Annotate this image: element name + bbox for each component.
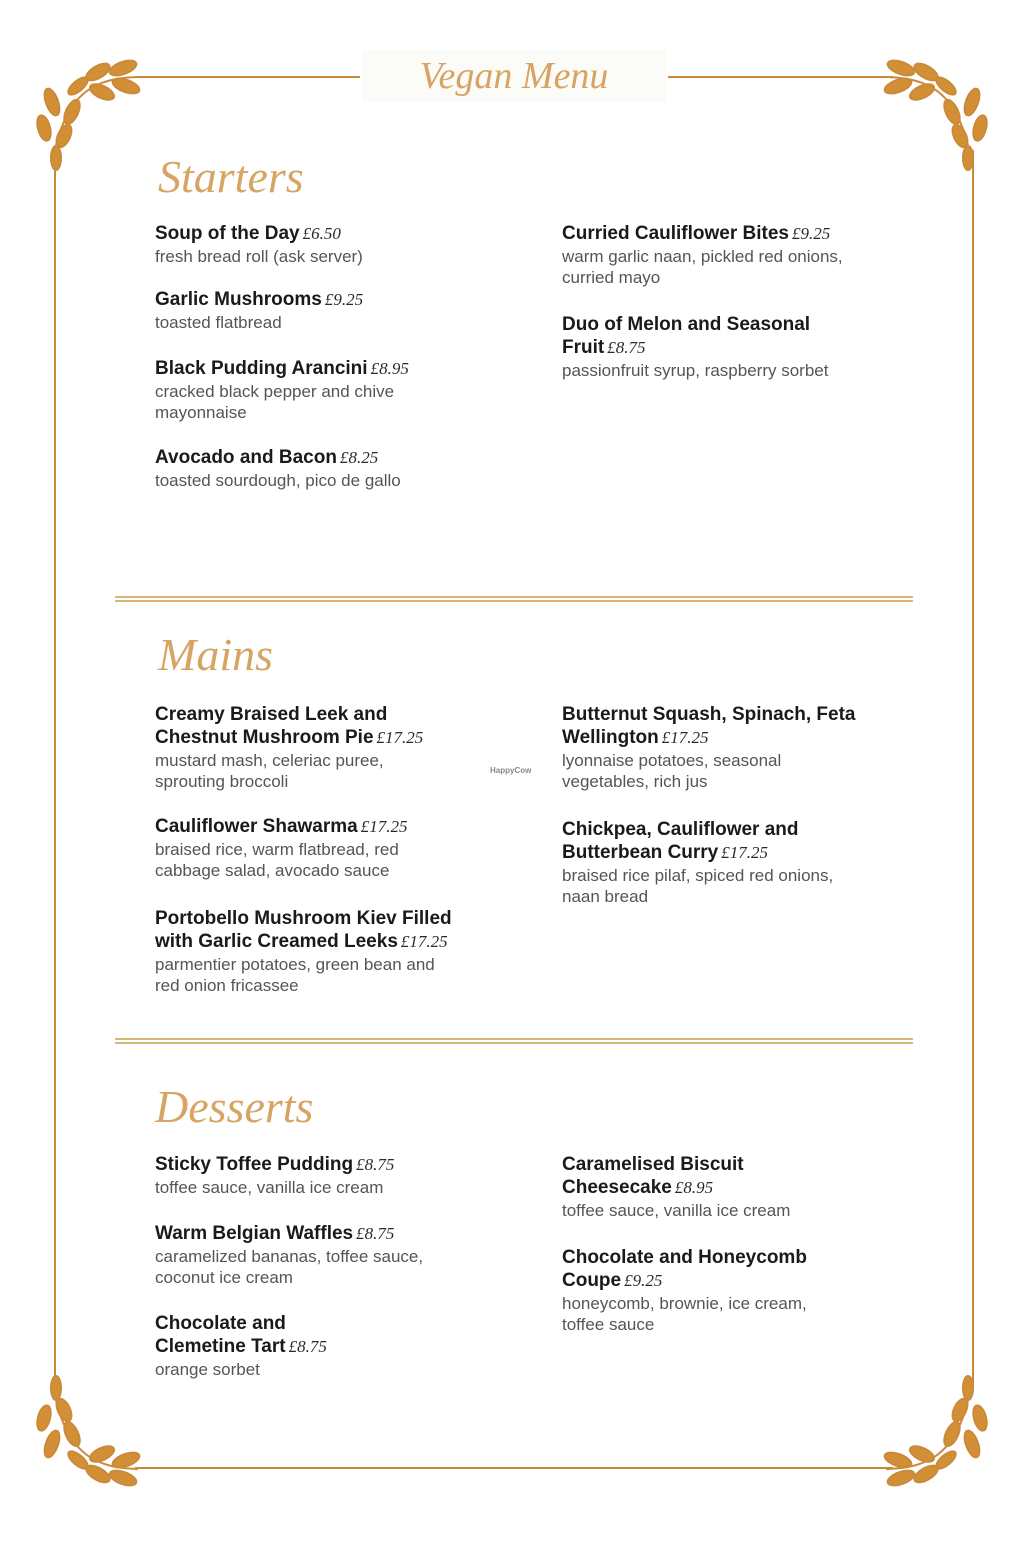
item-price: £17.25: [360, 817, 408, 836]
item-price: £8.75: [607, 338, 646, 357]
menu-item: [155, 1312, 365, 1380]
section-title-starters: Starters: [158, 151, 304, 202]
item-description: passionfruit syrup, raspberry sorbet: [562, 361, 829, 380]
item-description: orange sorbet: [155, 1360, 260, 1379]
item-description: toffee sauce, vanilla ice cream: [562, 1201, 791, 1220]
item-description: toasted sourdough, pico de gallo: [155, 471, 401, 490]
item-description: braised rice, warm flatbread, red cabbage salad, avocado sauce: [155, 840, 399, 880]
menu-item: [562, 1246, 852, 1335]
item-price: £17.25: [721, 843, 768, 862]
watermark: HappyCow: [490, 766, 532, 775]
item-price: £8.75: [356, 1155, 395, 1174]
leaf-ornament-icon: [856, 50, 996, 190]
item-price: £8.95: [370, 359, 409, 378]
leaf-ornament-icon: [856, 1356, 996, 1496]
item-description: warm garlic naan, pickled red onions, curried mayo: [562, 247, 843, 287]
menu-item: [155, 703, 455, 792]
menu-item: [155, 288, 495, 333]
menu-item: [155, 222, 495, 267]
item-price: £9.25: [324, 290, 364, 309]
item-name: Cauliflower Shawarma: [155, 816, 358, 837]
menu-item: [562, 818, 872, 907]
item-description: braised rice pilaf, spiced red onions, naan bread: [562, 866, 834, 906]
item-name: Portobello Mushroom Kiev Filled with Garlic Creamed Leeks: [155, 908, 452, 952]
frame-top-left-line: [135, 76, 360, 78]
item-price: £8.95: [674, 1178, 714, 1197]
item-name: Chickpea, Cauliflower and Butterbean Curry: [562, 819, 799, 863]
frame-right-line: [972, 150, 974, 1390]
item-name: Garlic Mushrooms: [155, 289, 322, 310]
item-description: cracked black pepper and chive mayonnaise: [155, 382, 395, 422]
menu-item: [155, 1153, 495, 1198]
leaf-ornament-icon: [28, 1356, 168, 1496]
item-name: Butternut Squash, Spinach, Feta Wellington: [562, 704, 856, 748]
item-price: £17.25: [661, 728, 709, 747]
item-description: honeycomb, brownie, ice cream, toffee sauce: [562, 1294, 807, 1334]
item-price: £8.75: [356, 1224, 395, 1243]
item-price: £9.25: [624, 1271, 663, 1290]
item-price: £8.25: [339, 448, 379, 467]
menu-item: [155, 1222, 465, 1288]
item-name: Curried Cauliflower Bites: [562, 223, 789, 244]
menu-item: [155, 907, 485, 996]
item-price: £8.75: [288, 1337, 327, 1356]
item-description: lyonnaise potatoes, seasonal vegetables, rich jus: [562, 751, 782, 791]
section-title-desserts: Desserts: [155, 1081, 314, 1132]
item-description: toffee sauce, vanilla ice cream: [155, 1178, 384, 1197]
item-name: Black Pudding Arancini: [155, 358, 368, 379]
menu-item: [155, 815, 455, 881]
item-name: Creamy Braised Leek and Chestnut Mushroom Pie: [155, 704, 388, 748]
item-name: Soup of the Day: [155, 223, 300, 244]
menu-item: [155, 446, 495, 491]
menu-item: [562, 222, 897, 288]
section-title-mains: Mains: [158, 629, 273, 680]
page-title: Vegan Menu: [362, 50, 666, 102]
item-description: parmentier potatoes, green bean and red onion fricassee: [155, 955, 435, 995]
item-description: toasted flatbread: [155, 313, 282, 332]
section-divider: [115, 596, 913, 602]
item-name: Sticky Toffee Pudding: [155, 1154, 354, 1175]
menu-item: [562, 703, 892, 792]
item-name: Duo of Melon and Seasonal Fruit: [562, 314, 811, 358]
section-divider: [115, 1038, 913, 1044]
item-price: £17.25: [400, 932, 448, 951]
item-price: £6.50: [302, 224, 341, 243]
menu-item: [562, 313, 872, 381]
item-description: caramelized bananas, toffee sauce, coconut ice cream: [155, 1247, 424, 1287]
menu-item: [562, 1153, 792, 1221]
item-price: £9.25: [792, 224, 831, 243]
item-name: Warm Belgian Waffles: [155, 1223, 354, 1244]
item-name: Avocado and Bacon: [155, 447, 337, 468]
frame-bottom-line: [135, 1467, 893, 1469]
item-description: fresh bread roll (ask server): [155, 247, 363, 266]
item-name: Chocolate and Honeycomb Coupe: [562, 1247, 807, 1291]
item-name: Chocolate and Clemetine Tart: [155, 1313, 286, 1357]
menu-item: [155, 357, 455, 423]
frame-left-line: [54, 150, 56, 1390]
leaf-ornament-icon: [28, 50, 168, 190]
item-description: mustard mash, celeriac puree, sprouting broccoli: [155, 751, 384, 791]
item-price: £17.25: [376, 728, 424, 747]
item-name: Caramelised Biscuit Cheesecake: [562, 1154, 744, 1198]
